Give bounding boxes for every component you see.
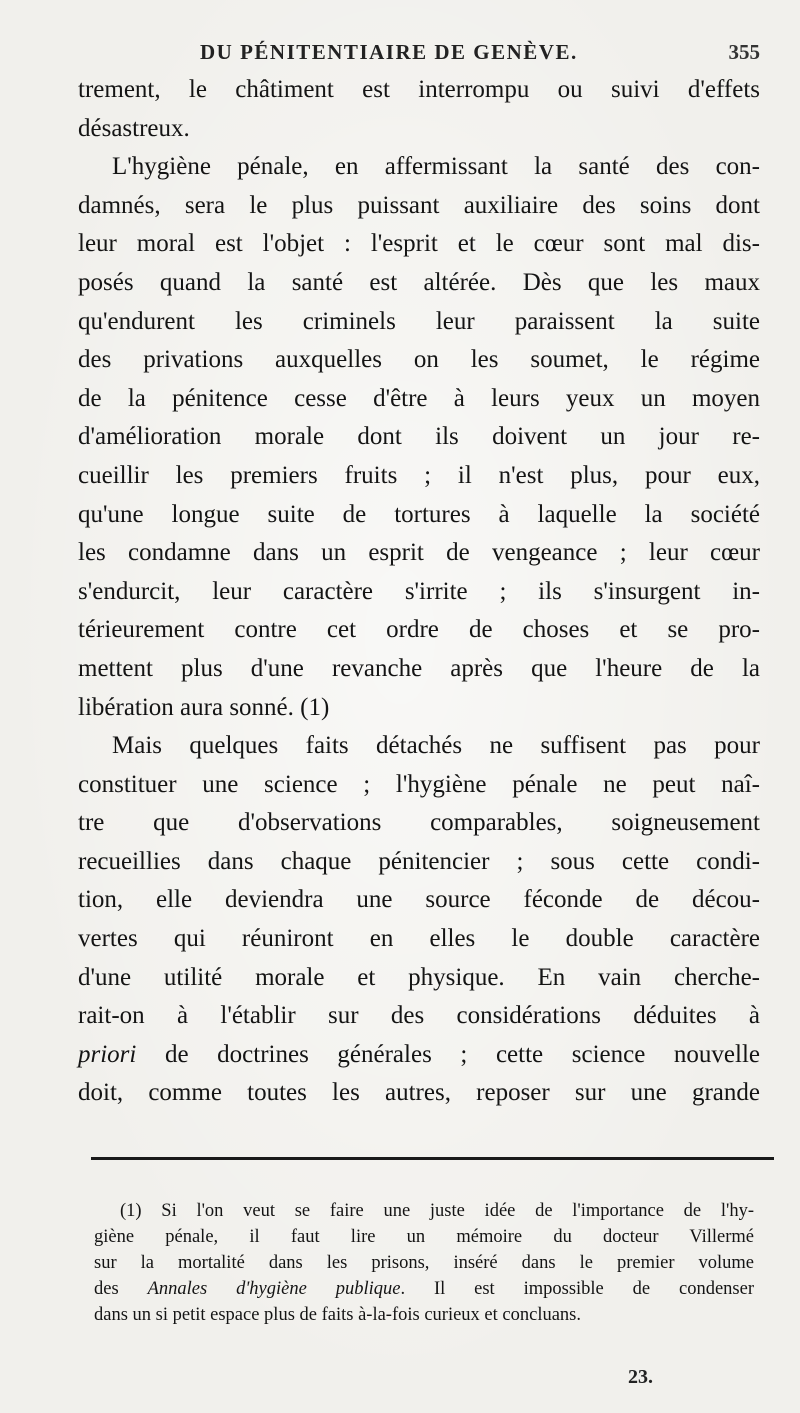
text-line: doit, comme toutes les autres, reposer sur une grande (78, 1079, 760, 1107)
text-line: qu'endurent les criminels leur paraissent la suite (78, 307, 760, 335)
footnote-line: giène pénale, il faut lire un mémoire du docteur Villermé (94, 1227, 754, 1247)
footnote-line-with-italic (94, 1276, 754, 1302)
footnote-rule (91, 1157, 774, 1160)
text-line: leur moral est l'objet : l'esprit et le cœur sont mal dis- (78, 230, 760, 258)
text-line: cueillir les premiers fruits ; il n'est plus, pour eux, (78, 461, 760, 489)
text-line: qu'une longue suite de tortures à laquelle la société (78, 500, 760, 528)
text-line: damnés, sera le plus puissant auxiliaire des soins dont (78, 191, 760, 219)
footnote (94, 1198, 754, 1328)
text-fragment: . Il est impossible de condenser (400, 1279, 755, 1299)
footnote-line: (1) Si l'on veut se faire une juste idée de l'importance de l'hy- (120, 1201, 754, 1221)
text-line: trement, le châtiment est interrompu ou suivi d'effets (78, 76, 760, 103)
text-line: désastreux. (78, 114, 190, 142)
text-line: tre que d'observations comparables, soigneusement (78, 809, 760, 837)
footnote-line: sur la mortalité dans les prisons, inséré dans le premier volume (94, 1253, 754, 1273)
text-line: mettent plus d'une revanche après que l'heure de la (78, 654, 760, 682)
text-line: recueillies dans chaque pénitencier ; sous cette condi- (78, 847, 760, 875)
text-line: constituer une science ; l'hygiène pénale ne peut naî- (78, 770, 760, 798)
text-line: les condamne dans un esprit de vengeance ; leur cœur (78, 539, 760, 567)
text-line: tion, elle deviendra une source féconde de décou- (78, 886, 760, 914)
text-line: s'endurcit, leur caractère s'irrite ; ils s'insurgent in- (78, 577, 760, 605)
text-line: vertes qui réuniront en elles le double caractère (78, 925, 760, 953)
running-head (200, 40, 760, 70)
text-line: libération aura sonné. (1) (78, 693, 330, 721)
italic-word: priori (78, 1040, 137, 1068)
text-line: de la pénitence cesse d'être à leurs yeux un moyen (78, 384, 760, 412)
signature-mark: 23. (628, 1366, 653, 1388)
text-fragment: des (94, 1279, 119, 1299)
text-line: posés quand la santé est altérée. Dès que les maux (78, 268, 760, 296)
text-line: des privations auxquelles on les soumet, le régime (78, 346, 760, 374)
text-line: Mais quelques faits détachés ne suffisent pas pour (112, 732, 760, 760)
footnote-line: dans un si petit espace plus de faits à-la-fois curieux et concluans. (94, 1305, 582, 1325)
text-line: rait-on à l'établir sur des considérations déduites à (78, 1002, 760, 1030)
text-line: d'amélioration morale dont ils doivent un jour re- (78, 423, 760, 451)
text-line-with-italic (78, 1036, 760, 1075)
page-number: 355 (728, 40, 760, 64)
body-text (78, 71, 760, 1113)
italic-title: Annales d'hygiène publique (147, 1279, 401, 1299)
text-line: térieurement contre cet ordre de choses et se pro- (78, 616, 760, 644)
text-line: d'une utilité morale et physique. En vain cherche- (78, 963, 760, 991)
text-fragment: de doctrines générales ; cette science nouvelle (164, 1040, 761, 1068)
text-line: L'hygiène pénale, en affermissant la santé des con- (112, 153, 760, 181)
running-title: DU PÉNITENTIAIRE DE GENÈVE. (200, 40, 578, 64)
